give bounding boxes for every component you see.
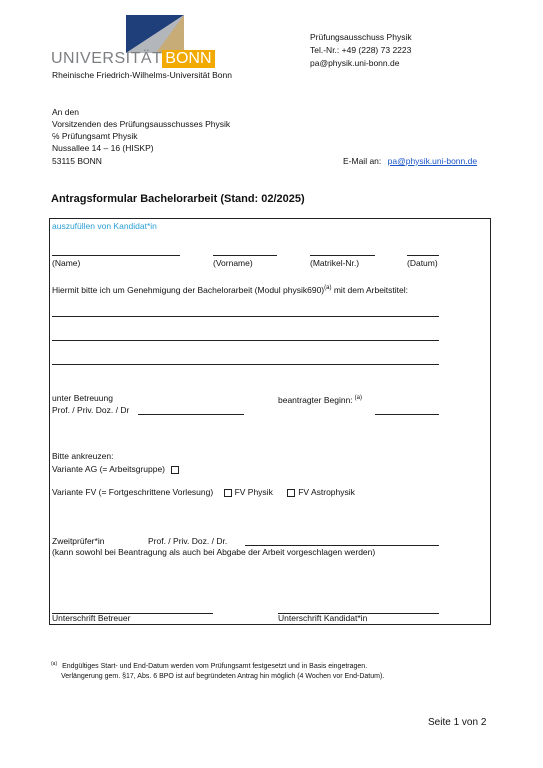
page-number: Seite 1 von 2 [428,717,487,728]
fv-astro-label: FV Astrophysik [298,487,355,497]
supervision-label: unter Betreuung [52,393,113,403]
vorname-label: (Vorname) [213,258,253,268]
footnote [51,659,384,682]
start-sup: (a) [354,395,363,401]
datum-label: (Datum) [407,258,438,268]
datum-line[interactable] [407,255,439,256]
request-text [52,283,408,296]
vorname-line[interactable] [213,255,277,256]
start-date-line[interactable] [375,414,439,415]
address-line-2: Vorsitzenden des Prüfungsausschusses Physik [52,119,231,129]
title-line-1[interactable] [52,316,439,317]
variant-ag-row [52,464,182,475]
supervisor-prof-label: Prof. / Priv. Doz. / Dr [52,405,130,415]
matrikel-line[interactable] [310,255,375,256]
signature-kandidat-label: Unterschrift Kandidat*in [278,613,368,623]
second-examiner-line[interactable] [245,545,439,546]
matrikel-label: (Matrikel-Nr.) [310,258,360,268]
logo-mark-icon [126,15,184,53]
footnote-line-2: Verlängerung gem. §17, Abs. 6 BPO ist auf begründeten Antrag hin möglich (4 Wochen vor End-Datum). [61,673,385,681]
variant-ag-checkbox[interactable] [171,466,179,474]
second-examiner-prof-label: Prof. / Priv. Doz. / Dr. [148,536,228,546]
address-line-1: An den [52,107,79,117]
variant-prompt: Bitte ankreuzen: [52,451,114,461]
address-line-4: Nussallee 14 – 16 (HISKP) [52,143,154,153]
email-label: E-Mail an: [343,156,382,166]
fv-physik-checkbox[interactable] [224,489,232,497]
address-line-5: 53115 BONN [52,156,102,166]
footnote-line-1: Endgültiges Start- und End-Datum werden vom Prüfungsamt festgesetzt und in Basis eingetragen. [62,663,368,671]
university-name: Rheinische Friedrich-Wilhelms-Universität Bonn [52,70,232,80]
variant-fv-label: Variante FV (= Fortgeschrittene Vorlesung) [52,487,214,497]
title-line-3[interactable] [52,364,439,365]
name-label: (Name) [52,258,81,268]
second-examiner-note: (kann sowohl bei Beantragung als auch bei Abgabe der Arbeit vorgeschlagen werden) [52,547,376,557]
fv-astro-checkbox[interactable] [287,489,295,497]
start-label-wrap [278,393,362,406]
form-title: Antragsformular Bachelorarbeit (Stand: 02/2025) [51,193,305,205]
address-line-3: ℅ Prüfungsamt Physik [52,131,138,141]
start-label: beantragter Beginn: [278,394,353,405]
title-line-2[interactable] [52,340,439,341]
office-tel: Tel.-Nr.: +49 (228) 73 2223 [310,45,412,55]
variant-ag-label: Variante AG (= Arbeitsgruppe) [52,464,166,474]
signature-betreuer-label: Unterschrift Betreuer [52,613,131,623]
footnote-marker: (a) [51,661,58,667]
candidate-hint: auszufüllen von Kandidat*in [52,221,157,231]
fv-physik-label: FV Physik [234,487,273,497]
request-main: Hiermit bitte ich um Genehmigung der Bachelorarbeit (Modul physik690) [52,284,325,295]
supervisor-line[interactable] [138,414,244,415]
email-to [343,156,477,167]
request-tail: mit dem Arbeitstitel: [331,284,409,295]
variant-fv-row [52,487,355,498]
logo-bonn: BONN [162,50,214,68]
office-name: Prüfungsausschuss Physik [310,32,412,42]
logo-word: UNIVERSITÄT [51,50,163,67]
request-sup: (a) [324,285,332,291]
email-link[interactable]: pa@physik.uni-bonn.de [387,156,478,166]
name-line[interactable] [52,255,180,256]
office-email: pa@physik.uni-bonn.de [310,58,400,68]
second-examiner-label: Zweitprüfer*in [52,536,105,546]
form-box [49,218,491,625]
